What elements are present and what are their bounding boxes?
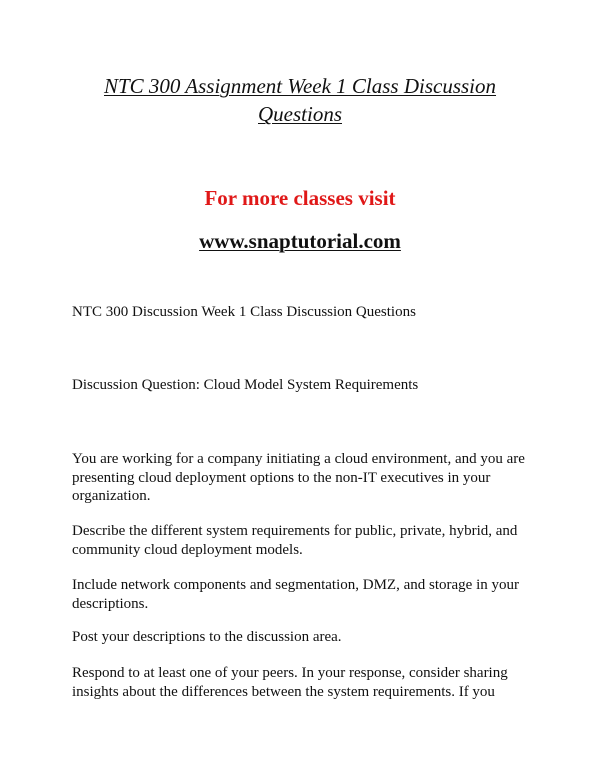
question-title: Discussion Question: Cloud Model System Requirements: [72, 377, 419, 393]
promo-text: For more classes visit: [204, 186, 396, 210]
paragraph-post: Post your descriptions to the discussion area.: [72, 629, 342, 645]
paragraph-intro: You are working for a company initiating a cloud environment, and you are presenting cloud deployment options to the non-IT executives in your organization.: [72, 451, 525, 504]
document-title: NTC 300 Assignment Week 1 Class Discussion Questions: [103, 74, 497, 126]
discussion-heading: NTC 300 Discussion Week 1 Class Discussion Questions: [72, 304, 416, 320]
paragraph-include: Include network components and segmentation, DMZ, and storage in your descriptions.: [72, 577, 519, 612]
paragraph-respond: Respond to at least one of your peers. In your response, consider sharing insights about the differences between the system requirements. If you: [72, 665, 508, 700]
promo-link[interactable]: www.snaptutorial.com: [199, 229, 401, 253]
paragraph-describe: Describe the different system requirements for public, private, hybrid, and community cloud deployment models.: [72, 523, 518, 558]
